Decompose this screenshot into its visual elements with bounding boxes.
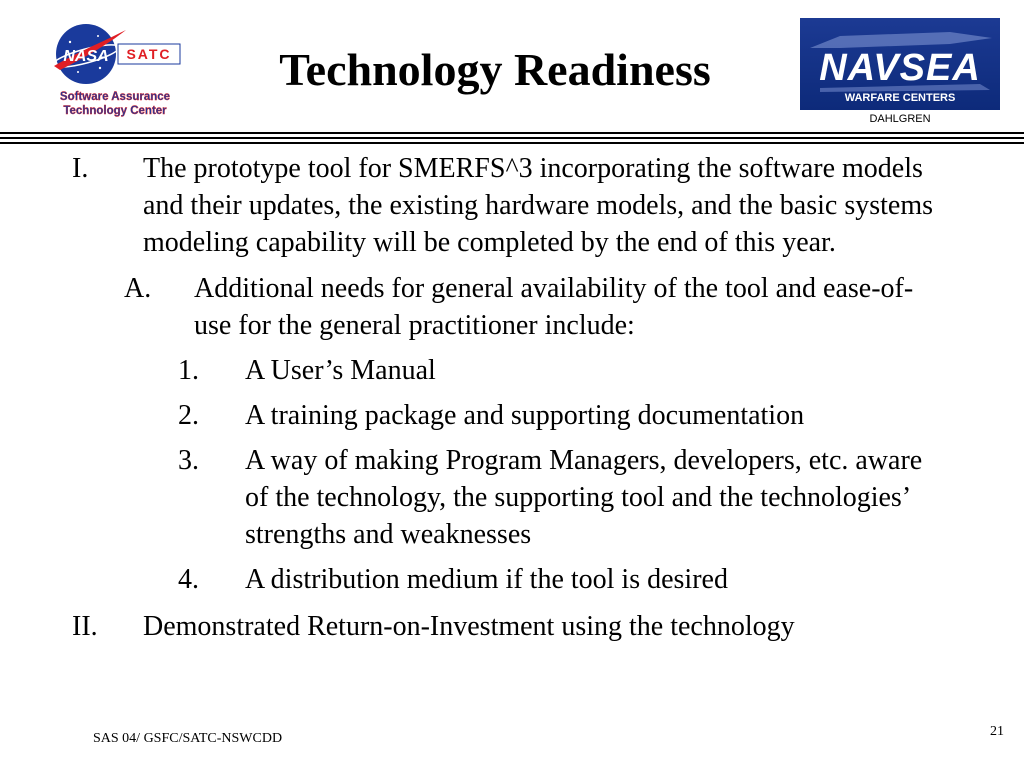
outline-text: A User’s Manual <box>245 355 436 386</box>
svg-text:SATC: SATC <box>126 46 172 62</box>
nasa-satc-logo <box>48 22 182 120</box>
outline-item-ii <box>0 608 944 645</box>
outline-item-2 <box>0 397 934 434</box>
outline-marker: II. <box>72 611 98 642</box>
outline-marker: 3. <box>178 445 199 476</box>
outline-text: A way of making Program Managers, developers, etc. aware of the technology, the supporting tool and the technologies’ strengths and weaknesses <box>245 445 923 550</box>
navsea-logo <box>800 18 1000 128</box>
outline-item-i <box>0 150 944 261</box>
outline-text: A distribution medium if the tool is desired <box>245 564 728 595</box>
header-divider <box>0 137 1024 139</box>
outline-text: Demonstrated Return-on-Investment using the technology <box>143 611 795 642</box>
header-divider <box>0 132 1024 134</box>
outline-text: Additional needs for general availability of the tool and ease-of-use for the general practitioner include: <box>194 273 914 341</box>
svg-text:Software Assurance: Software Assurance <box>59 91 171 103</box>
navsea-wordmark: NAVSEA <box>819 47 981 89</box>
header-divider <box>0 142 1024 144</box>
slide-body <box>0 150 1024 645</box>
outline-text: A training package and supporting documentation <box>245 400 805 431</box>
nasa-meatball-icon <box>48 22 182 120</box>
outline-item-1 <box>0 352 934 389</box>
outline-item-4 <box>0 561 934 598</box>
outline-marker: I. <box>72 153 89 184</box>
navsea-subtitle: WARFARE CENTERS <box>844 92 956 104</box>
outline-marker: 1. <box>178 355 199 386</box>
navsea-banner <box>800 18 1000 110</box>
navsea-location: DAHLGREN <box>869 113 931 125</box>
outline-text: The prototype tool for SMERFS^3 incorporating the software models and their updates, the existing hardware models, and the basic systems modeling capability will be completed by the end of this year. <box>143 153 934 258</box>
page-title: Technology Readiness <box>279 44 711 95</box>
page-number: 21 <box>990 724 1004 739</box>
outline-item-a <box>0 270 914 344</box>
outline-item-3 <box>0 442 934 553</box>
svg-text:Technology Center: Technology Center <box>63 105 167 117</box>
outline-marker: 4. <box>178 564 199 595</box>
svg-text:NASA: NASA <box>63 48 109 65</box>
outline-marker: 2. <box>178 400 199 431</box>
footer-text: SAS 04/ GSFC/SATC-NSWCDD <box>93 731 283 746</box>
outline-marker: A. <box>124 273 152 304</box>
